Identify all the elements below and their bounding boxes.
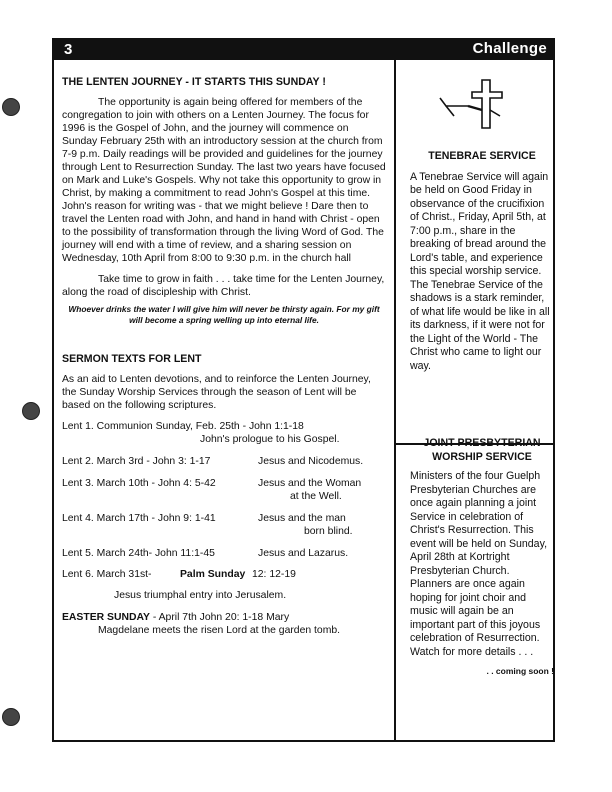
scripture-quote: Whoever drinks the water I will give him will never be thirsty again. For my gift will become a spring welling up into eternal life.: [68, 304, 380, 325]
page-frame: [52, 38, 555, 742]
sermon-texts-heading: SERMON TEXTS FOR LENT: [62, 353, 202, 365]
lent-5-row: Lent 5. March 24th- John 11:1-45 Jesus and Lazarus.: [62, 548, 349, 559]
easter-detail: Magdelane meets the risen Lord at the garden tomb.: [98, 625, 341, 636]
lent-2-row: Lent 2. March 3rd - John 3: 1-17 Jesus and Nicodemus.: [62, 456, 364, 467]
lent-1-detail: John's prologue to his Gospel.: [200, 434, 340, 445]
coming-soon-note: . . coming soon !: [486, 666, 554, 676]
lent-3-row: Lent 3. March 10th - John 4: 5-42 Jesus and the Woman: [62, 478, 362, 489]
newsletter-title: Challenge: [472, 40, 547, 57]
lent-4-row: Lent 4. March 17th - John 9: 1-41 Jesus and the man: [62, 513, 346, 524]
cross-icon: [438, 76, 524, 134]
lenten-journey-heading: THE LENTEN JOURNEY - IT STARTS THIS SUNDAY !: [62, 76, 326, 88]
tenebrae-heading: TENEBRAE SERVICE: [428, 150, 536, 162]
page-header: [54, 40, 553, 60]
binder-hole-bottom: [2, 708, 20, 726]
lent-3-detail: at the Well.: [290, 491, 342, 502]
joint-service-heading: JOINT PRESBYTERIAN WORSHIP SERVICE: [423, 437, 541, 463]
tenebrae-section: [410, 150, 554, 373]
lent-4-detail: born blind.: [304, 526, 353, 537]
sermon-texts-intro: As an aid to Lenten devotions, and to reinforce the Lenten Journey, the Sunday Worship Services through the season of Lent will be based on the following scriptures.: [62, 374, 371, 411]
easter-row: EASTER SUNDAY - April 7th John 20: 1-18 Mary: [62, 612, 290, 623]
joint-service-section: [410, 437, 554, 679]
main-column: [62, 76, 386, 637]
lent-6-row: Lent 6. March 31st- Palm Sunday 12: 12-19: [62, 569, 296, 580]
joint-service-body: Ministers of the four Guelph Presbyterian Churches are once again planning a joint Service in celebration of Christ's Resurrection. This event will be held on Sunday, April 28th at Kortright Presbyterian Church. Planners are once again hoping for joint choir and music will again be an important part of this joyous celebration of Resurrection. Watch for more details . . .: [410, 470, 548, 658]
column-divider: [394, 60, 396, 740]
tenebrae-body: A Tenebrae Service will again be held on Good Friday in observance of the crucifixion of Christ., Friday, April 5th, at 7:00 p.m., share in the breaking of bread around the Lord's table, and experience this special worship service. The Tenebrae Service of the shadows is a stark reminder, of what life would be like in all its darkness, if it were not for the Light of the World - The Christ who came to light our way.: [410, 170, 550, 372]
binder-hole-middle: [22, 402, 40, 420]
lenten-journey-closing: Take time to grow in faith . . . take time for the Lenten Journey, along the road of discipleship with Christ.: [62, 274, 385, 298]
lent-6-detail: Jesus triumphal entry into Jerusalem.: [114, 590, 287, 601]
binder-hole-top: [2, 98, 20, 116]
lenten-journey-body: The opportunity is again being offered for members of the congregation to join with others on a Lenten Journey. The focus for 1996 is the Gospel of John, and the journey will commence on Sunday February 25th with an introductory session at the church from 7-9 p.m. Daily readings will be provided and guidelines for the journey through Lent to Resurrection Sunday. The last two years have focused on Mark and Luke's Gospels. Why not take this opportunity to grow in Christ, by making a commitment to read John's Gospel at this time. John's reason for writing was - that we might believe ! Dare then to travel the Lenten road with John, and hand in hand with Christ - open to the possibility of transformation through the living Word of God. The journey will end with a time of review, and a sharing session on Wednesday, 10th April from 8:00 to 9:30 p.m. in the church hall: [62, 97, 386, 264]
lent-1-row: Lent 1. Communion Sunday, Feb. 25th - John 1:1-18: [62, 421, 304, 432]
page-number: 3: [64, 41, 73, 58]
